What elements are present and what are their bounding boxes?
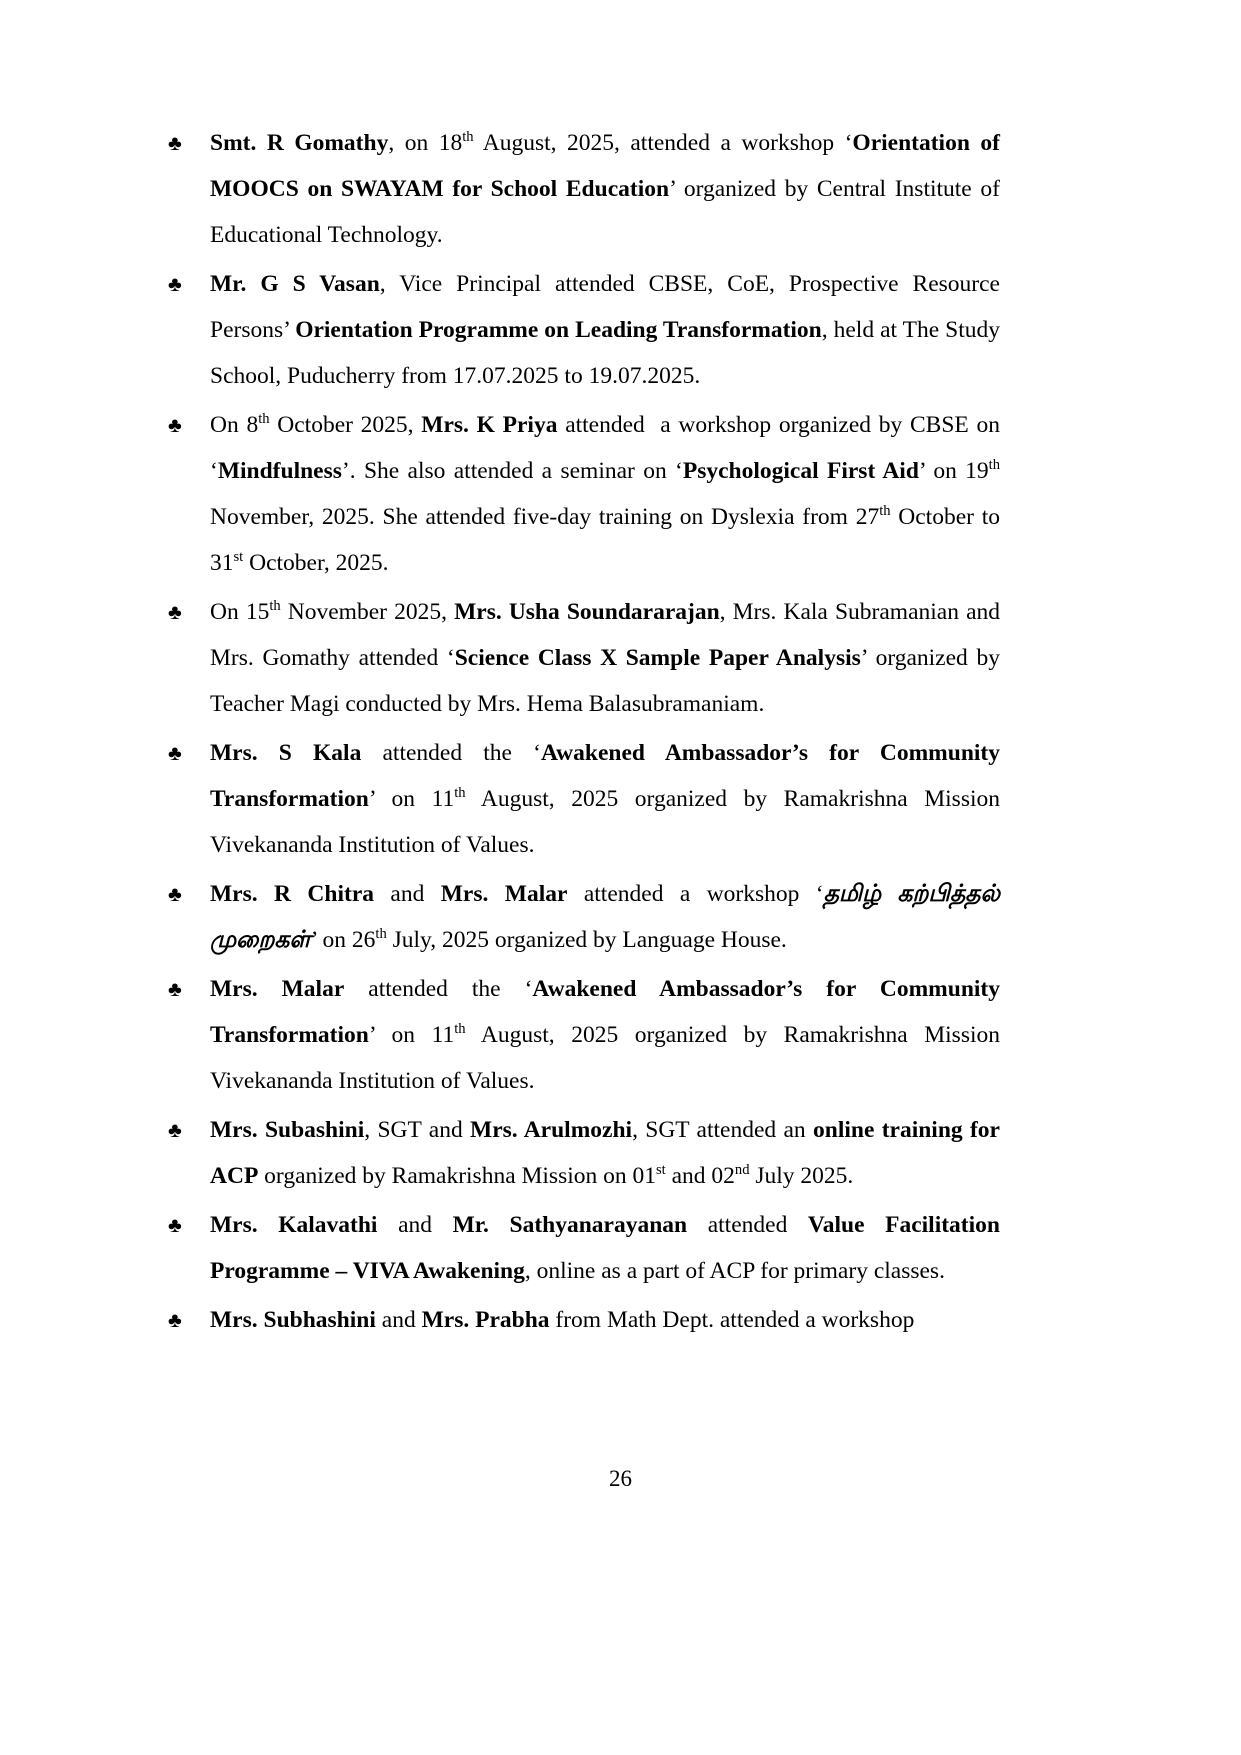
list-item bbox=[168, 1202, 1000, 1294]
club-bullet-icon: ♣ bbox=[168, 1308, 182, 1332]
list-item bbox=[168, 1107, 1000, 1199]
list-item-text: Mrs. R Chitra and Mrs. Malar attended a workshop ‘தமிழ் கற்பித்தல் முறைகள்’ on 26th July, 2025 organized by Language House. bbox=[210, 881, 1000, 953]
club-bullet-icon: ♣ bbox=[168, 1118, 182, 1142]
club-bullet-icon: ♣ bbox=[168, 741, 182, 765]
list-item-text: Mrs. Subashini, SGT and Mrs. Arulmozhi, SGT attended an online training for ACP organized by Ramakrishna Mission on 01st and 02nd July 2025. bbox=[210, 1117, 1000, 1189]
activity-bullet-list bbox=[168, 120, 1000, 1343]
list-item-text: Mrs. Kalavathi and Mr. Sathyanarayanan attended Value Facilitation Programme – VIVA Awakening, online as a part of ACP for primary classes. bbox=[210, 1212, 1000, 1284]
list-item-text: Mrs. S Kala attended the ‘Awakened Ambassador’s for Community Transformation’ on 11th August, 2025 organized by Ramakrishna Mission Vivekananda Institution of Values. bbox=[210, 740, 1000, 858]
list-item-text: Mrs. Subhashini and Mrs. Prabha from Math Dept. attended a workshop bbox=[210, 1307, 915, 1333]
list-item-text: Mrs. Malar attended the ‘Awakened Ambassador’s for Community Transformation’ on 11th August, 2025 organized by Ramakrishna Mission Vivekananda Institution of Values. bbox=[210, 976, 1000, 1094]
list-item bbox=[168, 966, 1000, 1104]
list-item bbox=[168, 589, 1000, 727]
club-bullet-icon: ♣ bbox=[168, 600, 182, 624]
club-bullet-icon: ♣ bbox=[168, 882, 182, 906]
list-item-text: Smt. R Gomathy, on 18th August, 2025, attended a workshop ‘Orientation of MOOCS on SWAYAM for School Education’ organized by Central Institute of Educational Technology. bbox=[210, 129, 1000, 248]
list-item bbox=[168, 1297, 1000, 1343]
list-item bbox=[168, 120, 1000, 258]
list-item bbox=[168, 402, 1000, 586]
club-bullet-icon: ♣ bbox=[168, 1213, 182, 1237]
club-bullet-icon: ♣ bbox=[168, 272, 182, 296]
list-item-text: Mr. G S Vasan, Vice Principal attended CBSE, CoE, Prospective Resource Persons’ Orientation Programme on Leading Transformation, held at The Study School, Puducherry from 17.07.2025 to 19.07.2025. bbox=[210, 271, 1000, 389]
list-item-text: On 8th October 2025, Mrs. K Priya attended a workshop organized by CBSE on ‘Mindfulness’. She also attended a seminar on ‘Psychological First Aid’ on 19th November, 2025. She attended five-day training on Dyslexia from 27th October to 31st October, 2025. bbox=[210, 411, 1000, 576]
club-bullet-icon: ♣ bbox=[168, 977, 182, 1001]
list-item bbox=[168, 871, 1000, 963]
list-item-text: On 15th November 2025, Mrs. Usha Soundararajan, Mrs. Kala Subramanian and Mrs. Gomathy attended ‘Science Class X Sample Paper Analysis’ organized by Teacher Magi conducted by Mrs. Hema Balasubramaniam. bbox=[210, 598, 1001, 717]
club-bullet-icon: ♣ bbox=[168, 131, 182, 155]
club-bullet-icon: ♣ bbox=[168, 413, 182, 437]
document-body bbox=[168, 120, 1000, 1346]
page-number: 26 bbox=[609, 1466, 632, 1491]
list-item bbox=[168, 261, 1000, 399]
list-item bbox=[168, 730, 1000, 868]
